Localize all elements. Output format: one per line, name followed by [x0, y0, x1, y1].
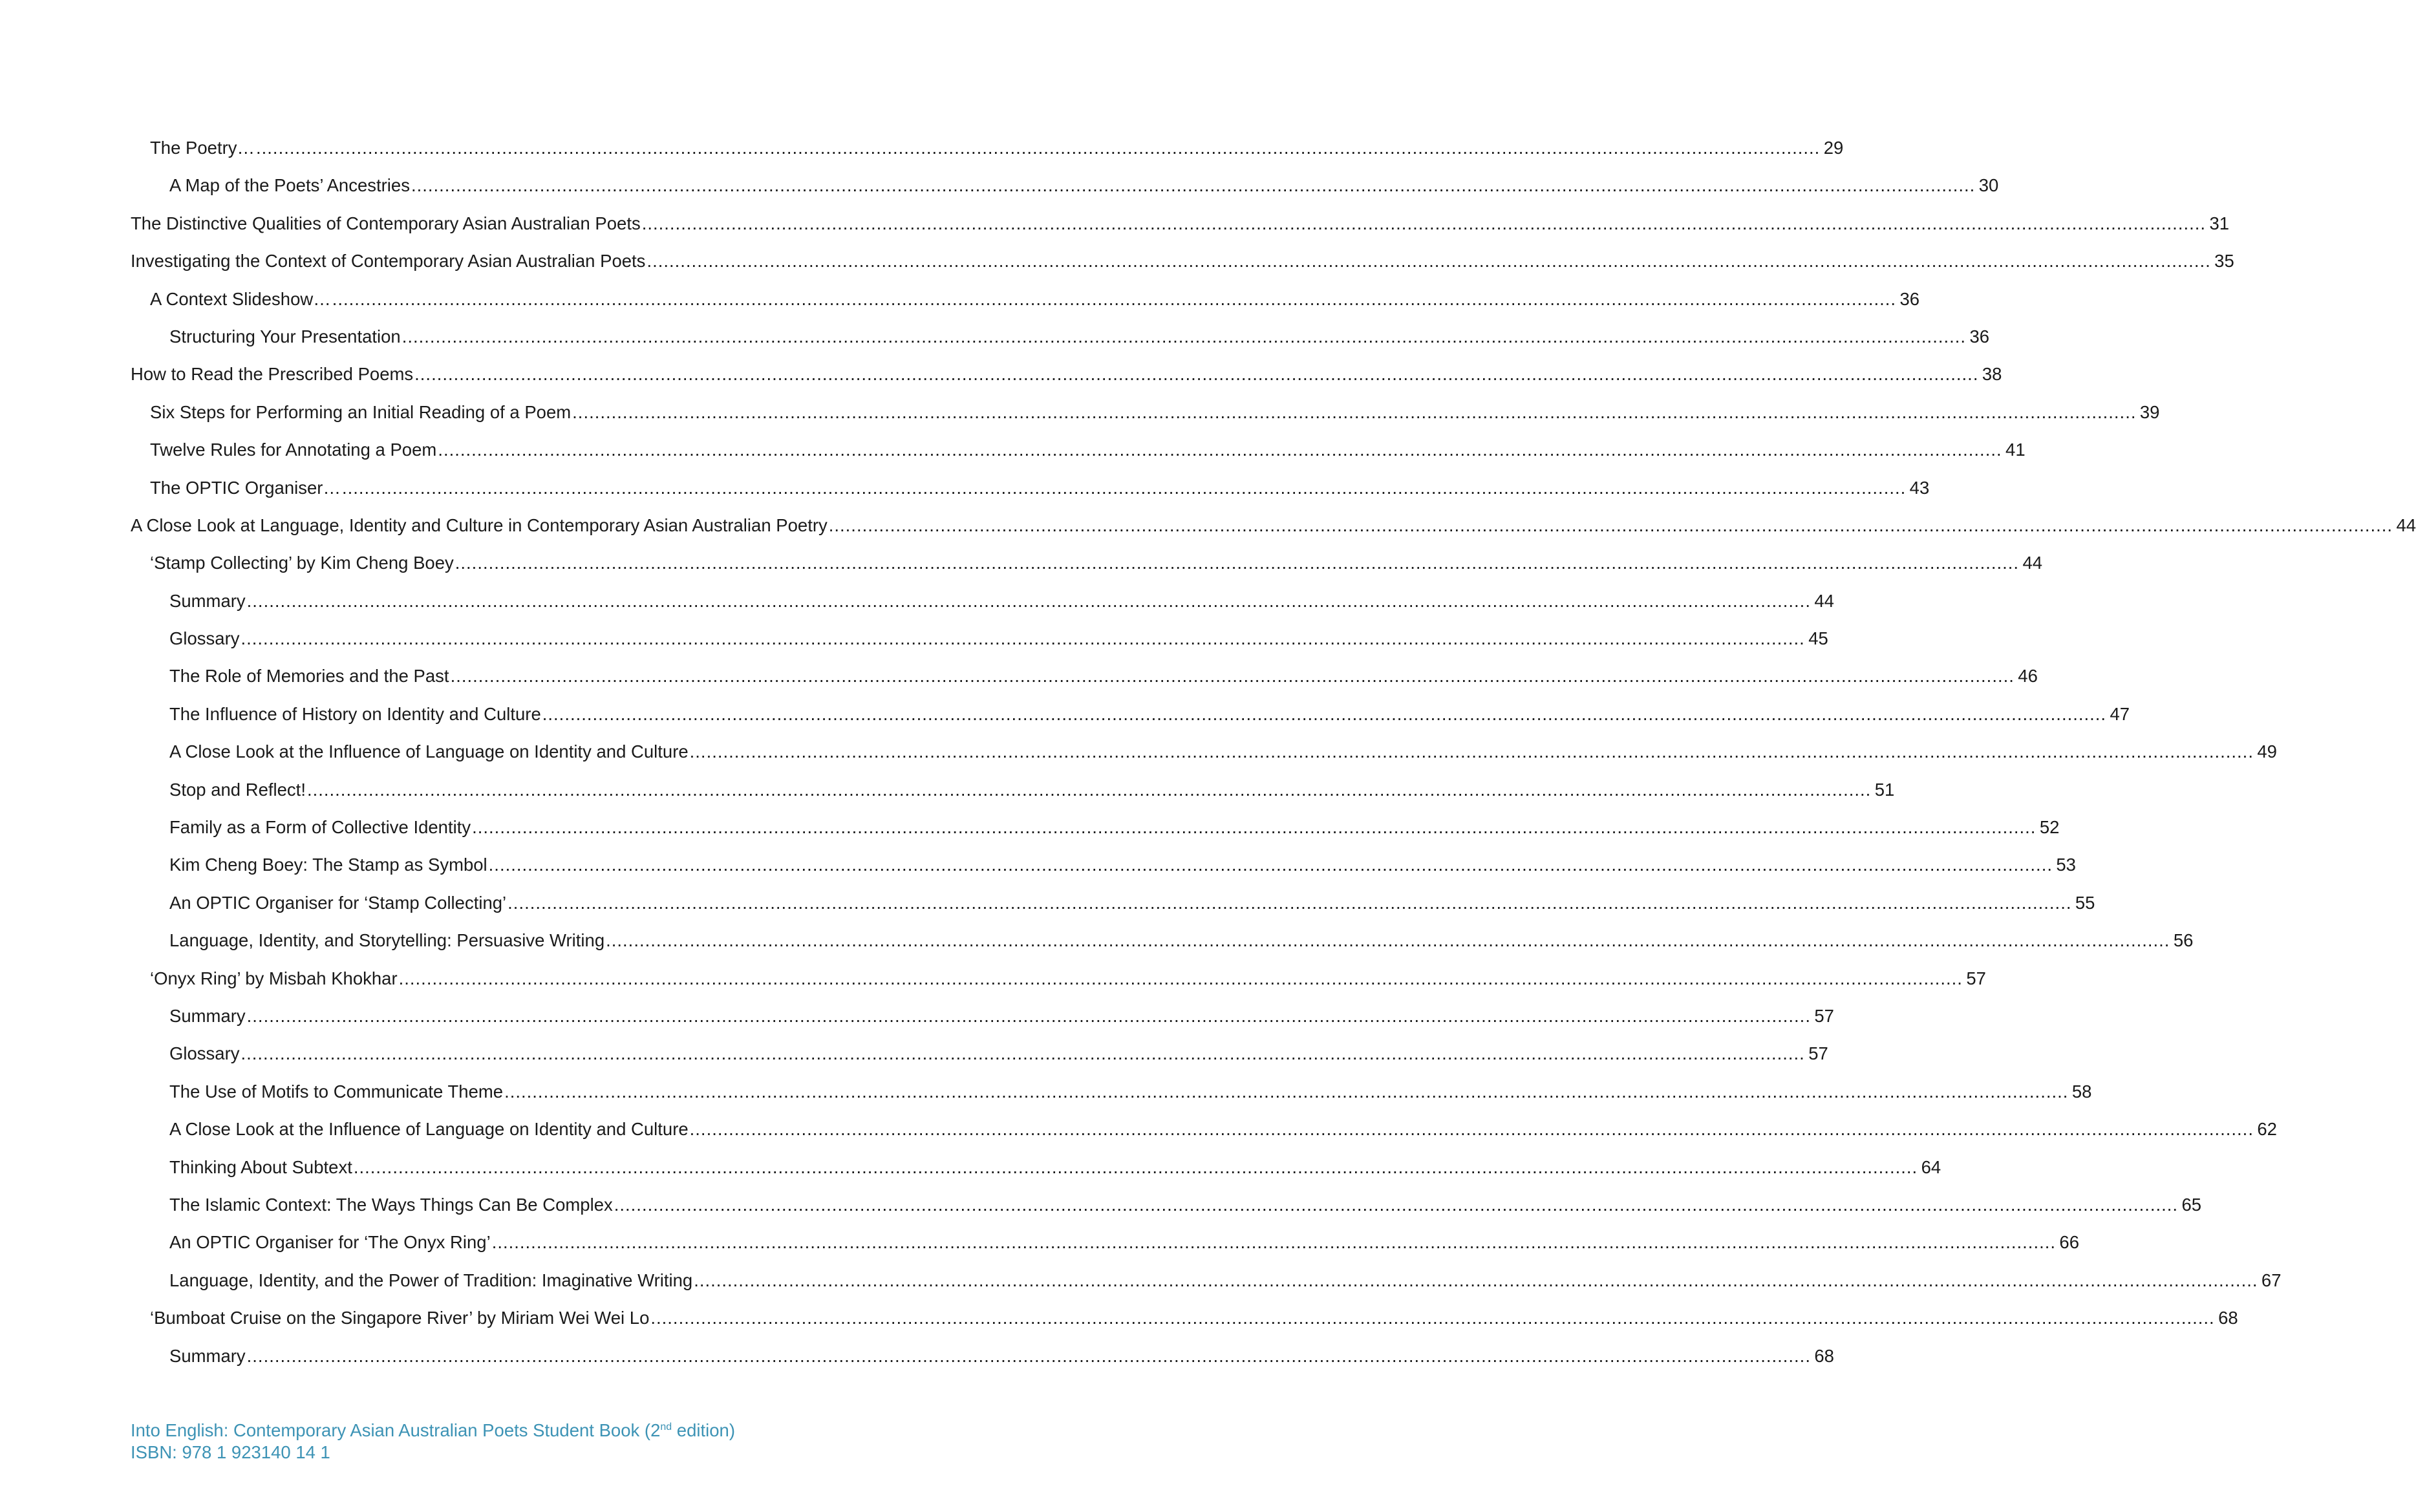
toc-entry[interactable]: [131, 1299, 2238, 1337]
toc-entry-title: The Distinctive Qualities of Contemporary Asian Australian Poets: [131, 213, 641, 233]
toc-entry[interactable]: [131, 733, 2277, 771]
toc-entry-title: Language, Identity, and Storytelling: Persuasive Writing: [169, 930, 605, 951]
toc-dot-leader: [647, 242, 2210, 280]
toc-dot-leader: [650, 1299, 2214, 1337]
toc-entry-title: Investigating the Context of Contemporary Asian Australian Poets: [131, 251, 646, 272]
toc-entry-page: 64: [1921, 1156, 1941, 1177]
toc-entry-page: 67: [2261, 1270, 2282, 1290]
toc-entry-page: 38: [1982, 364, 2002, 385]
toc-entry-title: The Use of Motifs to Communicate Theme: [169, 1081, 504, 1102]
toc-entry[interactable]: [131, 281, 1920, 318]
toc-entry-title: Glossary: [169, 1043, 240, 1064]
toc-dot-leader: [614, 1186, 2178, 1224]
toc-dot-leader: [342, 469, 1906, 507]
toc-entry-title: A Close Look at the Influence of Language on Identity and Culture: [169, 741, 689, 762]
toc-entry-page: 62: [2257, 1119, 2277, 1140]
toc-entry-title: Structuring Your Presentation: [169, 326, 401, 346]
toc-entry[interactable]: [131, 582, 1834, 620]
toc-entry-title: Family as a Form of Collective Identity: [169, 817, 471, 838]
toc-entry-page: 41: [2005, 440, 2026, 460]
toc-dot-leader: [256, 129, 1820, 167]
toc-entry-title: ‘Bumboat Cruise on the Singapore River’ by Miriam Wei Wei Lo: [150, 1308, 650, 1328]
toc-entry[interactable]: [131, 1224, 2080, 1261]
page-footer: [131, 1420, 735, 1464]
toc-entry-title: An OPTIC Organiser for ‘Stamp Collecting’: [169, 892, 507, 913]
toc-dot-leader: [455, 544, 2019, 582]
toc-dot-leader: [241, 1035, 1805, 1072]
toc-entry[interactable]: [131, 922, 2194, 959]
toc-entry-page: 36: [1969, 326, 1990, 346]
toc-entry[interactable]: [131, 809, 2060, 846]
toc-dot-leader: [690, 733, 2254, 771]
toc-entry-title: Summary: [169, 1005, 246, 1026]
toc-dot-leader: [508, 884, 2071, 922]
toc-dot-leader: [247, 582, 1811, 620]
toc-entry-page: 57: [1966, 968, 1986, 988]
toc-entry[interactable]: [131, 167, 1999, 204]
toc-dot-leader: [307, 771, 1871, 809]
footer-title-text-end: edition): [672, 1420, 736, 1440]
toc-entry[interactable]: [131, 960, 1986, 997]
toc-dot-leader: [472, 809, 2036, 846]
toc-entry-title: Stop and Reflect!: [169, 779, 306, 800]
toc-entry-page: 45: [1808, 628, 1828, 649]
toc-entry[interactable]: [131, 1073, 2092, 1111]
toc-dot-leader: [241, 620, 1805, 657]
toc-dot-leader: [247, 997, 1811, 1035]
toc-entry[interactable]: [131, 394, 2160, 431]
toc-entry-page: 65: [2181, 1194, 2202, 1215]
toc-entry-page: 53: [2056, 855, 2076, 875]
toc-entry-page: 36: [1899, 288, 1920, 309]
toc-entry[interactable]: [131, 1149, 1941, 1186]
toc-dot-leader: [402, 318, 1966, 356]
toc-dot-leader: [354, 1149, 1918, 1186]
toc-entry-page: 55: [2075, 892, 2095, 913]
toc-dot-leader: [451, 657, 2015, 695]
toc-entry-title: Kim Cheng Boey: The Stamp as Symbol: [169, 855, 487, 875]
toc-entry-page: 44: [2022, 553, 2043, 573]
toc-entry-page: 68: [2218, 1308, 2238, 1328]
toc-entry-title: Glossary: [169, 628, 240, 649]
toc-entry-page: 46: [2018, 666, 2038, 687]
toc-entry-title: A Map of the Poets’ Ancestries: [169, 175, 410, 196]
toc-entry-page: 44: [2396, 515, 2416, 535]
toc-dot-leader: [492, 1224, 2056, 1261]
toc-dot-leader: [606, 922, 2170, 959]
toc-entry-page: 68: [1814, 1345, 1834, 1366]
toc-dot-leader: [414, 356, 1978, 393]
toc-entry-title: The OPTIC Organiser…: [150, 477, 341, 498]
toc-dot-leader: [829, 507, 2393, 544]
toc-entry[interactable]: [131, 1337, 1834, 1375]
toc-dot-leader: [247, 1337, 1811, 1375]
toc-entry-title: A Close Look at the Influence of Language on Identity and Culture: [169, 1119, 689, 1140]
toc-dot-leader: [489, 846, 2053, 884]
toc-entry-title: A Close Look at Language, Identity and Culture in Contemporary Asian Australian Poetry: [131, 515, 828, 535]
toc-entry-page: 56: [2173, 930, 2194, 951]
toc-entry[interactable]: [131, 205, 2230, 242]
toc-entry-page: 57: [1808, 1043, 1828, 1064]
toc-entry-title: A Context Slideshow…: [150, 288, 331, 309]
toc-entry-page: 58: [2071, 1081, 2092, 1102]
toc-entry[interactable]: [131, 507, 2416, 544]
toc-entry-title: ‘Onyx Ring’ by Misbah Khokhar: [150, 968, 398, 988]
toc-dot-leader: [399, 960, 1963, 997]
toc-dot-leader: [411, 167, 1975, 204]
toc-entry-title: The Poetry…: [150, 138, 255, 158]
toc-entry-page: 44: [1814, 590, 1834, 611]
footer-book-title: [131, 1420, 735, 1442]
toc-entry[interactable]: [131, 431, 2026, 469]
toc-entry[interactable]: [131, 1262, 2282, 1299]
toc-entry[interactable]: [131, 657, 2038, 695]
toc-entry-page: 57: [1814, 1005, 1834, 1026]
footer-isbn: ISBN: 978 1 923140 14 1: [131, 1442, 330, 1462]
toc-entry-title: Summary: [169, 1345, 246, 1366]
toc-entry-page: 51: [1874, 779, 1895, 800]
toc-entry-title: Summary: [169, 590, 246, 611]
toc-entry[interactable]: [131, 318, 1990, 356]
toc-entry-title: How to Read the Prescribed Poems: [131, 364, 414, 385]
toc-entry-page: 29: [1823, 138, 1844, 158]
toc-entry-title: An OPTIC Organiser for ‘The Onyx Ring’: [169, 1232, 491, 1253]
toc-entry-page: 52: [2039, 817, 2060, 838]
toc-dot-leader: [504, 1073, 2068, 1111]
toc-entry[interactable]: [131, 242, 2234, 280]
toc-entry-title: The Role of Memories and the Past: [169, 666, 449, 687]
toc-entry-title: The Influence of History on Identity and Culture: [169, 703, 541, 724]
footer-title-superscript: nd: [660, 1421, 672, 1432]
toc-dot-leader: [438, 431, 2002, 469]
toc-entry-page: 30: [1978, 175, 1999, 196]
toc-entry-page: 66: [2059, 1232, 2080, 1253]
table-of-contents: [131, 129, 2416, 1375]
toc-entry[interactable]: [131, 356, 2002, 393]
toc-entry[interactable]: [131, 544, 2043, 582]
toc-entry[interactable]: [131, 771, 1895, 809]
toc-entry-page: 35: [2214, 251, 2234, 272]
toc-entry[interactable]: [131, 129, 1844, 167]
toc-entry-page: 31: [2209, 213, 2230, 233]
toc-dot-leader: [642, 205, 2206, 242]
toc-dot-leader: [572, 394, 2136, 431]
toc-entry[interactable]: [131, 1186, 2202, 1224]
toc-entry[interactable]: [131, 1035, 1828, 1072]
toc-entry[interactable]: [131, 1111, 2277, 1148]
toc-entry-title: The Islamic Context: The Ways Things Can Be Complex: [169, 1194, 613, 1215]
toc-dot-leader: [694, 1262, 2258, 1299]
toc-entry[interactable]: [131, 997, 1834, 1035]
toc-entry[interactable]: [131, 620, 1828, 657]
toc-entry-page: 39: [2139, 401, 2160, 422]
toc-dot-leader: [690, 1111, 2254, 1148]
toc-dot-leader: [542, 696, 2106, 733]
toc-entry-page: 49: [2257, 741, 2277, 762]
toc-entry-title: Thinking About Subtext: [169, 1156, 352, 1177]
toc-entry-page: 43: [1909, 477, 1930, 498]
toc-entry-title: Six Steps for Performing an Initial Reading of a Poem: [150, 401, 572, 422]
toc-entry-title: Twelve Rules for Annotating a Poem: [150, 440, 437, 460]
toc-entry-title: ‘Stamp Collecting’ by Kim Cheng Boey: [150, 553, 454, 573]
toc-entry-page: 47: [2110, 703, 2130, 724]
toc-entry[interactable]: [131, 469, 1930, 507]
footer-title-text: Into English: Contemporary Asian Australian Poets Student Book (2: [131, 1420, 661, 1440]
toc-entry[interactable]: [131, 696, 2130, 733]
toc-entry[interactable]: [131, 846, 2076, 884]
toc-entry-title: Language, Identity, and the Power of Tradition: Imaginative Writing: [169, 1270, 693, 1290]
toc-entry[interactable]: [131, 884, 2095, 922]
toc-dot-leader: [332, 281, 1896, 318]
